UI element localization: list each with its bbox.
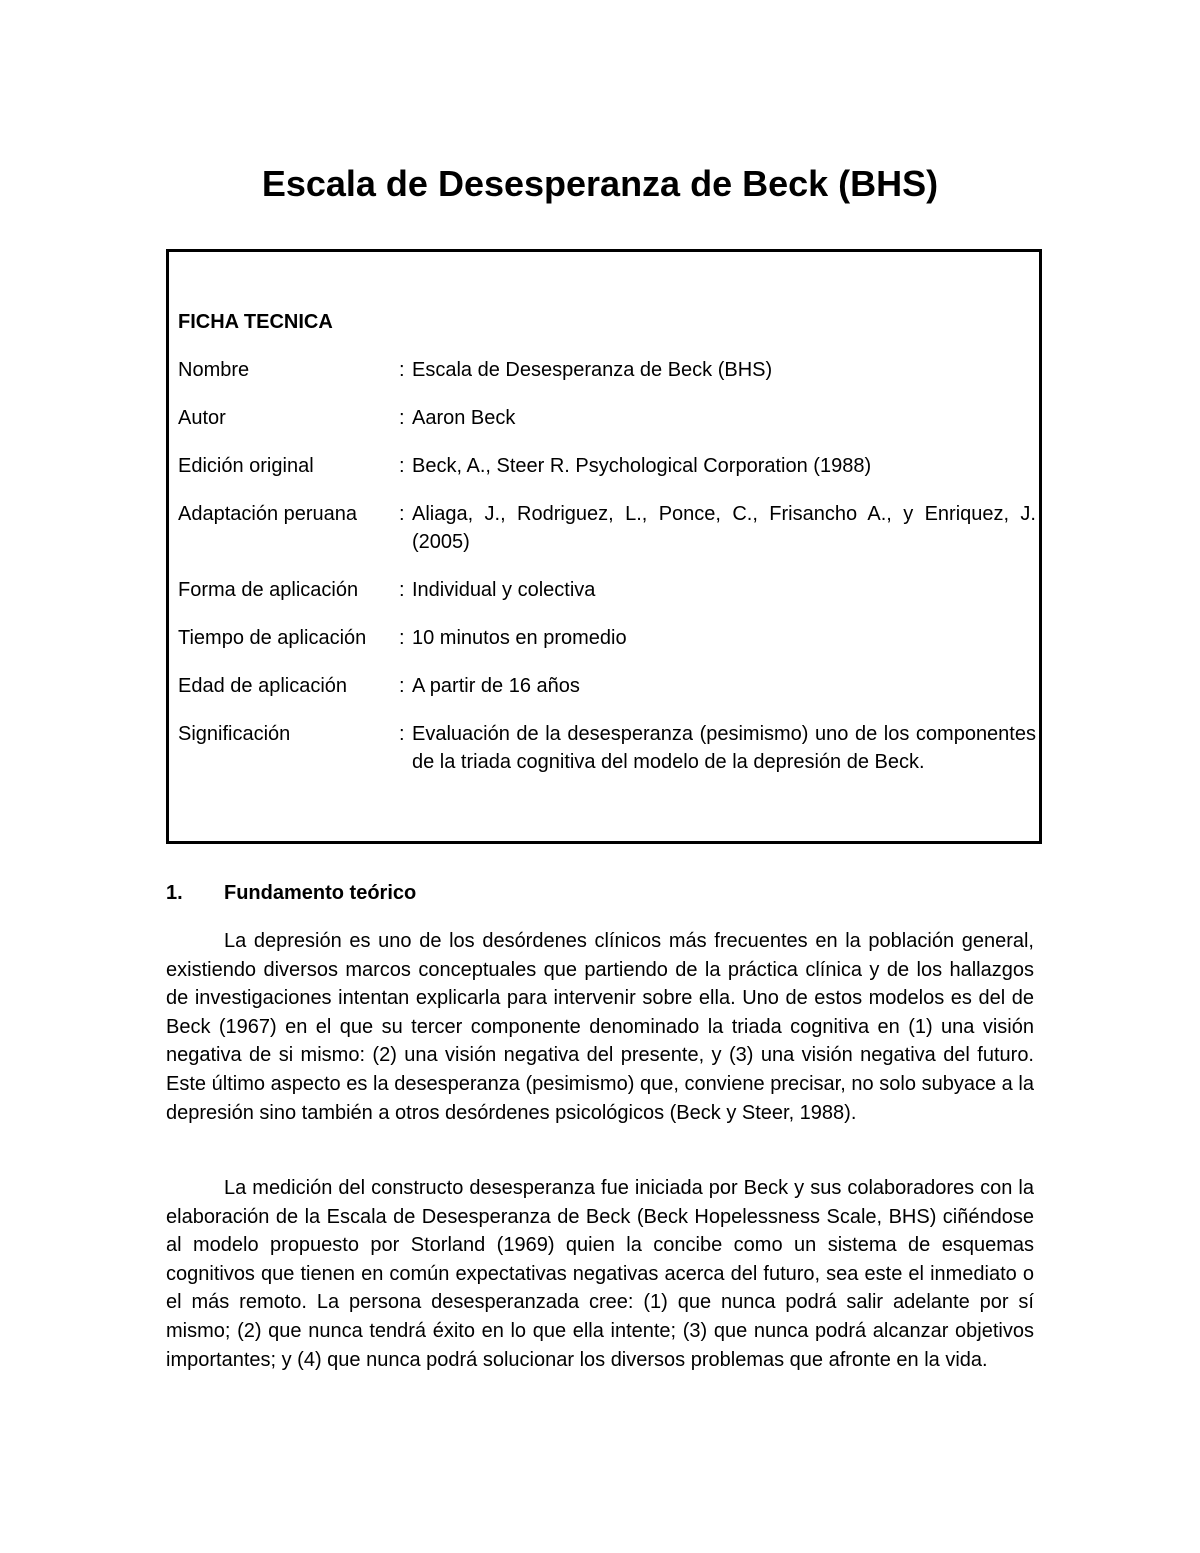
ficha-value: Escala de Desesperanza de Beck (BHS)	[412, 359, 773, 381]
ficha-value: Aaron Beck	[412, 407, 516, 429]
ficha-colon: :	[399, 579, 405, 601]
ficha-colon: :	[399, 675, 405, 697]
ficha-row-nombre	[178, 356, 1036, 384]
body-paragraph: La depresión es uno de los desórdenes clínicos más frecuentes en la población general, existiendo diversos marcos conceptuales que partiendo de la práctica clínica y de los hallazgos de investigaciones intentan explicarla para intervenir sobre ella. Uno de estos modelos es del de Beck (1967) en el que su tercer componente denominado la triada cognitiva en (1) una visión negativa de si mismo: (2) una visión negativa del presente, y (3) una visión negativa del futuro. Este último aspecto es la desesperanza (pesimismo) que, conviene precisar, no solo subyace a la depresión sino también a otros desórdenes psicológicos (Beck y Steer, 1988).	[166, 930, 1034, 1124]
ficha-row-forma-aplicacion	[178, 576, 1036, 604]
ficha-row-autor	[178, 404, 1036, 432]
ficha-colon: :	[399, 455, 405, 477]
page-title: Escala de Desesperanza de Beck (BHS)	[261, 163, 939, 205]
ficha-tecnica-box	[166, 249, 1042, 844]
ficha-row-tiempo-aplicacion	[178, 624, 1036, 652]
ficha-value: Aliaga, J., Rodriguez, L., Ponce, C., Frisancho A., y Enriquez, J. (2005)	[412, 503, 1036, 553]
ficha-rows	[178, 356, 1036, 796]
section-heading	[166, 880, 416, 906]
ficha-row-significacion	[178, 720, 1036, 776]
ficha-colon: :	[399, 723, 405, 745]
ficha-value: Evaluación de la desesperanza (pesimismo) uno de los componentes de la triada cognitiva del modelo de la depresión de Beck.	[412, 723, 1036, 773]
ficha-label: Edición original	[178, 455, 314, 477]
ficha-label: Adaptación peruana	[178, 503, 358, 525]
ficha-value: 10 minutos en promedio	[412, 627, 627, 649]
ficha-value: Beck, A., Steer R. Psychological Corporation (1988)	[412, 455, 872, 477]
ficha-colon: :	[399, 627, 405, 649]
ficha-label: Edad de aplicación	[178, 675, 348, 697]
ficha-colon: :	[399, 359, 405, 381]
ficha-label: Forma de aplicación	[178, 579, 359, 601]
ficha-row-edad-aplicacion	[178, 672, 1036, 700]
ficha-value: Individual y colectiva	[412, 579, 596, 601]
ficha-label: Nombre	[178, 359, 250, 381]
section-title: Fundamento teórico	[224, 882, 417, 904]
body-paragraph: La medición del constructo desesperanza fue iniciada por Beck y sus colaboradores con la elaboración de la Escala de Desesperanza de Beck (Beck Hopelessness Scale, BHS) ciñéndose al modelo propuesto por Storland (1969) quien la concibe como un sistema de esquemas cognitivos que tienen en común expectativas negativas acerca del futuro, sea este el inmediato o el más remoto. La persona desesperanzada cree: (1) que nunca podrá salir adelante por sí mismo; (2) que nunca tendrá éxito en lo que ella intente; (3) que nunca podrá alcanzar objetivos importantes; y (4) que nunca podrá solucionar los diversos problemas que afronte en la vida.	[166, 1177, 1034, 1371]
ficha-row-adaptacion-peruana	[178, 500, 1036, 556]
ficha-colon: :	[399, 407, 405, 429]
ficha-label: Tiempo de aplicación	[178, 627, 367, 649]
ficha-colon: :	[399, 503, 405, 525]
ficha-label: Significación	[178, 723, 291, 745]
section-number: 1.	[166, 882, 183, 904]
ficha-row-edicion-original	[178, 452, 1036, 480]
ficha-label: Autor	[178, 407, 226, 429]
ficha-value: A partir de 16 años	[412, 675, 580, 697]
ficha-heading: FICHA TECNICA	[178, 311, 333, 333]
